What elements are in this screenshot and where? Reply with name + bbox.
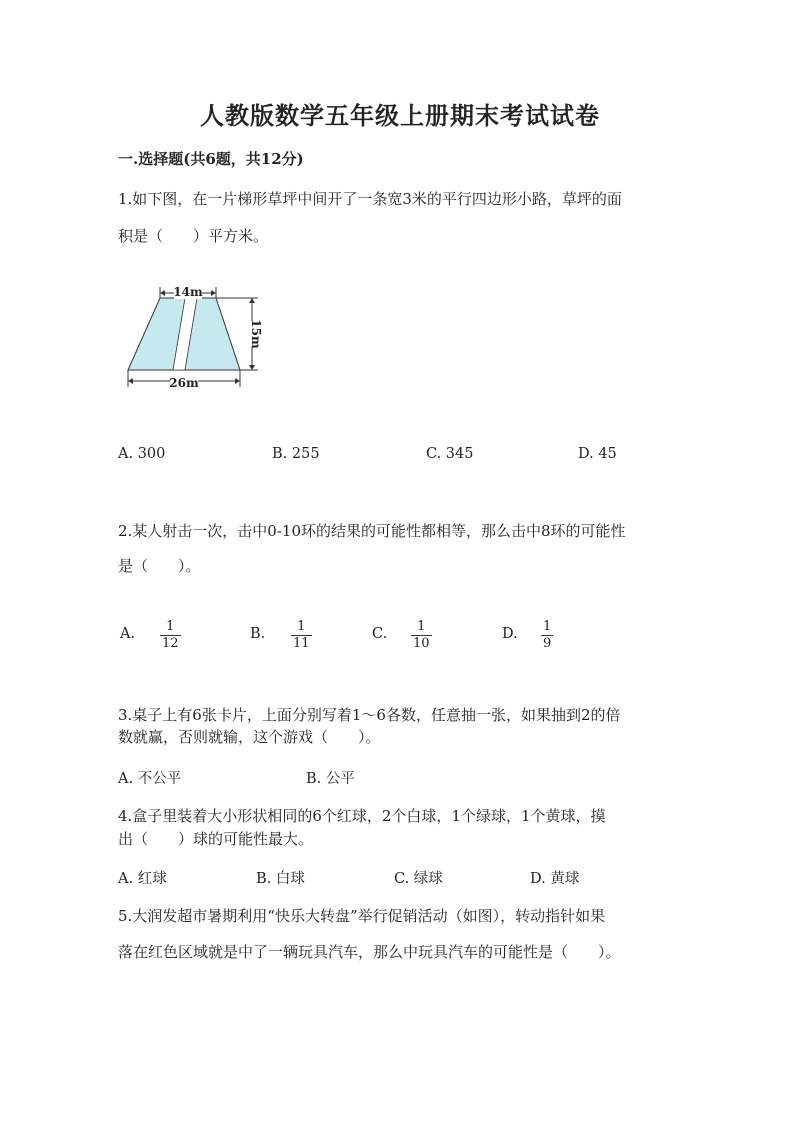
trapezoid-lawn-figure — [118, 275, 268, 405]
q2-option-c-letter[interactable]: C. — [372, 626, 388, 642]
question-4-text-line-2: 出（ ）球的可能性最大。 — [118, 830, 314, 848]
question-1-text-line-2: 积是（ ）平方米。 — [118, 227, 269, 245]
section-heading: 一.选择题(共6题，共12分) — [118, 150, 304, 168]
question-2-text-line-2: 是（ ）。 — [118, 557, 201, 575]
q4-option-a[interactable]: A. 红球 — [118, 871, 167, 887]
q4-option-d[interactable]: D. 黄球 — [530, 871, 580, 887]
q3-option-b[interactable]: B. 公平 — [306, 771, 355, 787]
question-4-text-line-1: 4.盒子里装着大小形状相同的6个红球，2个白球，1个绿球，1个黄球，摸 — [118, 807, 606, 825]
bottom-arrow-right — [235, 378, 240, 384]
fraction-numerator: 1 — [166, 619, 175, 634]
question-5-text-line-1: 5.大润发超市暑期利用“快乐大转盘”举行促销活动（如图），转动指针如果 — [118, 907, 606, 925]
q2-option-d-letter[interactable]: D. — [502, 626, 518, 642]
bottom-arrow-left — [128, 378, 133, 384]
fraction-denominator: 9 — [543, 636, 552, 651]
q1-option-c[interactable]: C. 345 — [426, 446, 474, 462]
question-2-text-line-1: 2.某人射击一次，击中0-10环的结果的可能性都相等，那么击中8环的可能性 — [118, 522, 626, 540]
side-length-label: 15m — [249, 319, 263, 349]
page-title: 人教版数学五年级上册期末考试试卷 — [200, 101, 600, 130]
top-length-label: 14m — [173, 285, 203, 299]
fraction-numerator: 1 — [297, 619, 306, 634]
q1-option-d[interactable]: D. 45 — [578, 446, 617, 462]
fraction-denominator: 10 — [413, 636, 430, 651]
top-arrow-right — [211, 290, 216, 296]
question-1-text-line-1: 1.如下图，在一片梯形草坪中间开了一条宽3米的平行四边形小路，草坪的面 — [118, 190, 622, 208]
bottom-length-label: 26m — [169, 376, 199, 390]
q1-option-a[interactable]: A. 300 — [118, 446, 166, 462]
q2-option-a-fraction[interactable] — [160, 620, 181, 651]
fraction-numerator: 1 — [417, 619, 426, 634]
question-3-text-line-2: 数就赢，否则就输，这个游戏（ ）。 — [118, 728, 381, 746]
q2-option-b-letter[interactable]: B. — [250, 626, 266, 642]
q2-option-b-fraction[interactable] — [291, 620, 312, 651]
q4-option-c[interactable]: C. 绿球 — [394, 871, 443, 887]
side-arrow-bottom — [249, 365, 255, 370]
fraction-denominator: 12 — [162, 636, 179, 651]
top-arrow-left — [160, 290, 165, 296]
fraction-numerator: 1 — [543, 619, 552, 634]
q2-option-d-fraction[interactable] — [541, 620, 553, 651]
question-3-text-line-1: 3.桌子上有6张卡片，上面分别写着1～6各数，任意抽一张，如果抽到2的倍 — [118, 706, 621, 724]
q2-option-a-letter[interactable]: A. — [120, 626, 136, 642]
q4-option-b[interactable]: B. 白球 — [256, 871, 305, 887]
question-5-text-line-2: 落在红色区域就是中了一辆玩具汽车，那么中玩具汽车的可能性是（ ）。 — [118, 943, 621, 961]
side-arrow-top — [249, 298, 255, 303]
fraction-denominator: 11 — [293, 636, 310, 651]
q2-option-c-fraction[interactable] — [411, 620, 432, 651]
q1-option-b[interactable]: B. 255 — [272, 446, 320, 462]
q3-option-a[interactable]: A. 不公平 — [118, 771, 182, 787]
